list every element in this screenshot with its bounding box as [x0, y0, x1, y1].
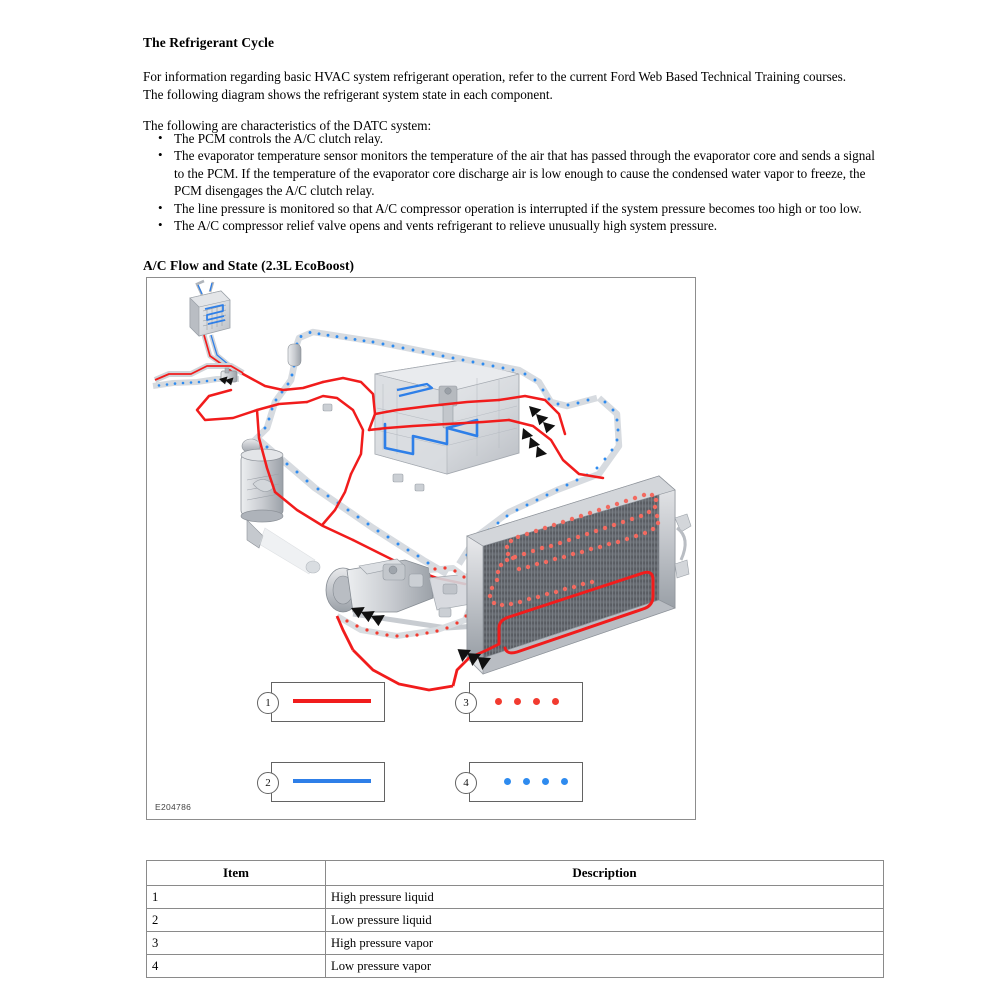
legend-callout-3: 3 — [455, 692, 477, 714]
table-row — [147, 932, 884, 955]
cell-item-number: 1 — [147, 886, 326, 909]
legend-dot — [542, 778, 549, 785]
legend-swatch-high-pressure-liquid — [293, 699, 371, 703]
list-item: • The evaporator temperature sensor monitors the temperature of the air that has passed through the evaporator core and sends a signal to the PCM. If the temperature of the evaporator core discharge air is low enough to cause the condensed water vapor to freeze, the PCM disengages the A/C clutch relay. — [174, 147, 880, 199]
ac-flow-diagram — [146, 277, 696, 820]
datc-characteristics-list — [143, 130, 880, 234]
figure-reference-code: E204786 — [155, 802, 192, 812]
datc-lead-in-paragraph: The following are characteristics of the DATC system: — [143, 118, 432, 134]
item-description-table — [146, 860, 884, 978]
column-header-description: Description — [326, 861, 884, 886]
legend-dot — [533, 698, 540, 705]
accumulator-drier — [241, 449, 320, 574]
cell-item-description: Low pressure vapor — [326, 955, 884, 978]
hvac-housing — [375, 360, 519, 474]
legend-dot — [561, 778, 568, 785]
evaporator-core-module — [190, 281, 230, 336]
list-item: • The A/C compressor relief valve opens and vents refrigerant to relieve unusually high system pressure. — [174, 217, 880, 234]
legend-box — [469, 682, 583, 722]
list-item: • The PCM controls the A/C clutch relay. — [174, 130, 880, 147]
ac-flow-illustration — [147, 278, 695, 819]
flow-direction-arrows — [517, 402, 555, 459]
legend-item-3 — [455, 682, 583, 722]
legend-dot — [552, 698, 559, 705]
suction-tube-left — [242, 344, 301, 453]
column-header-item: Item — [147, 861, 326, 886]
table-header-row — [147, 861, 884, 886]
legend-callout-2: 2 — [257, 772, 279, 794]
figure-title: A/C Flow and State (2.3L EcoBoost) — [143, 258, 355, 274]
intro-paragraph: For information regarding basic HVAC system refrigerant operation, refer to the current Ford Web Based Technical Training courses. The following diagram shows the refrigerant system state in each component. — [143, 69, 846, 102]
legend-item-2 — [257, 762, 385, 802]
legend-dot — [504, 778, 511, 785]
table-row — [147, 955, 884, 978]
legend-callout-4: 4 — [455, 772, 477, 794]
cell-item-number: 4 — [147, 955, 326, 978]
legend-dot — [523, 778, 530, 785]
table-row — [147, 909, 884, 932]
legend-item-1 — [257, 682, 385, 722]
legend-item-4 — [455, 762, 583, 802]
legend-swatch-low-pressure-liquid — [293, 779, 371, 783]
cell-item-description: High pressure liquid — [326, 886, 884, 909]
cell-item-number: 3 — [147, 932, 326, 955]
cell-item-description: Low pressure liquid — [326, 909, 884, 932]
condenser — [453, 476, 691, 686]
legend-dot — [495, 698, 502, 705]
cell-item-description: High pressure vapor — [326, 932, 884, 955]
legend-callout-1: 1 — [257, 692, 279, 714]
table-row — [147, 886, 884, 909]
legend-dot — [514, 698, 521, 705]
list-item: • The line pressure is monitored so that A/C compressor operation is interrupted if the system pressure becomes too high or too low. — [174, 200, 880, 217]
cell-item-number: 2 — [147, 909, 326, 932]
page-title: The Refrigerant Cycle — [143, 35, 275, 51]
